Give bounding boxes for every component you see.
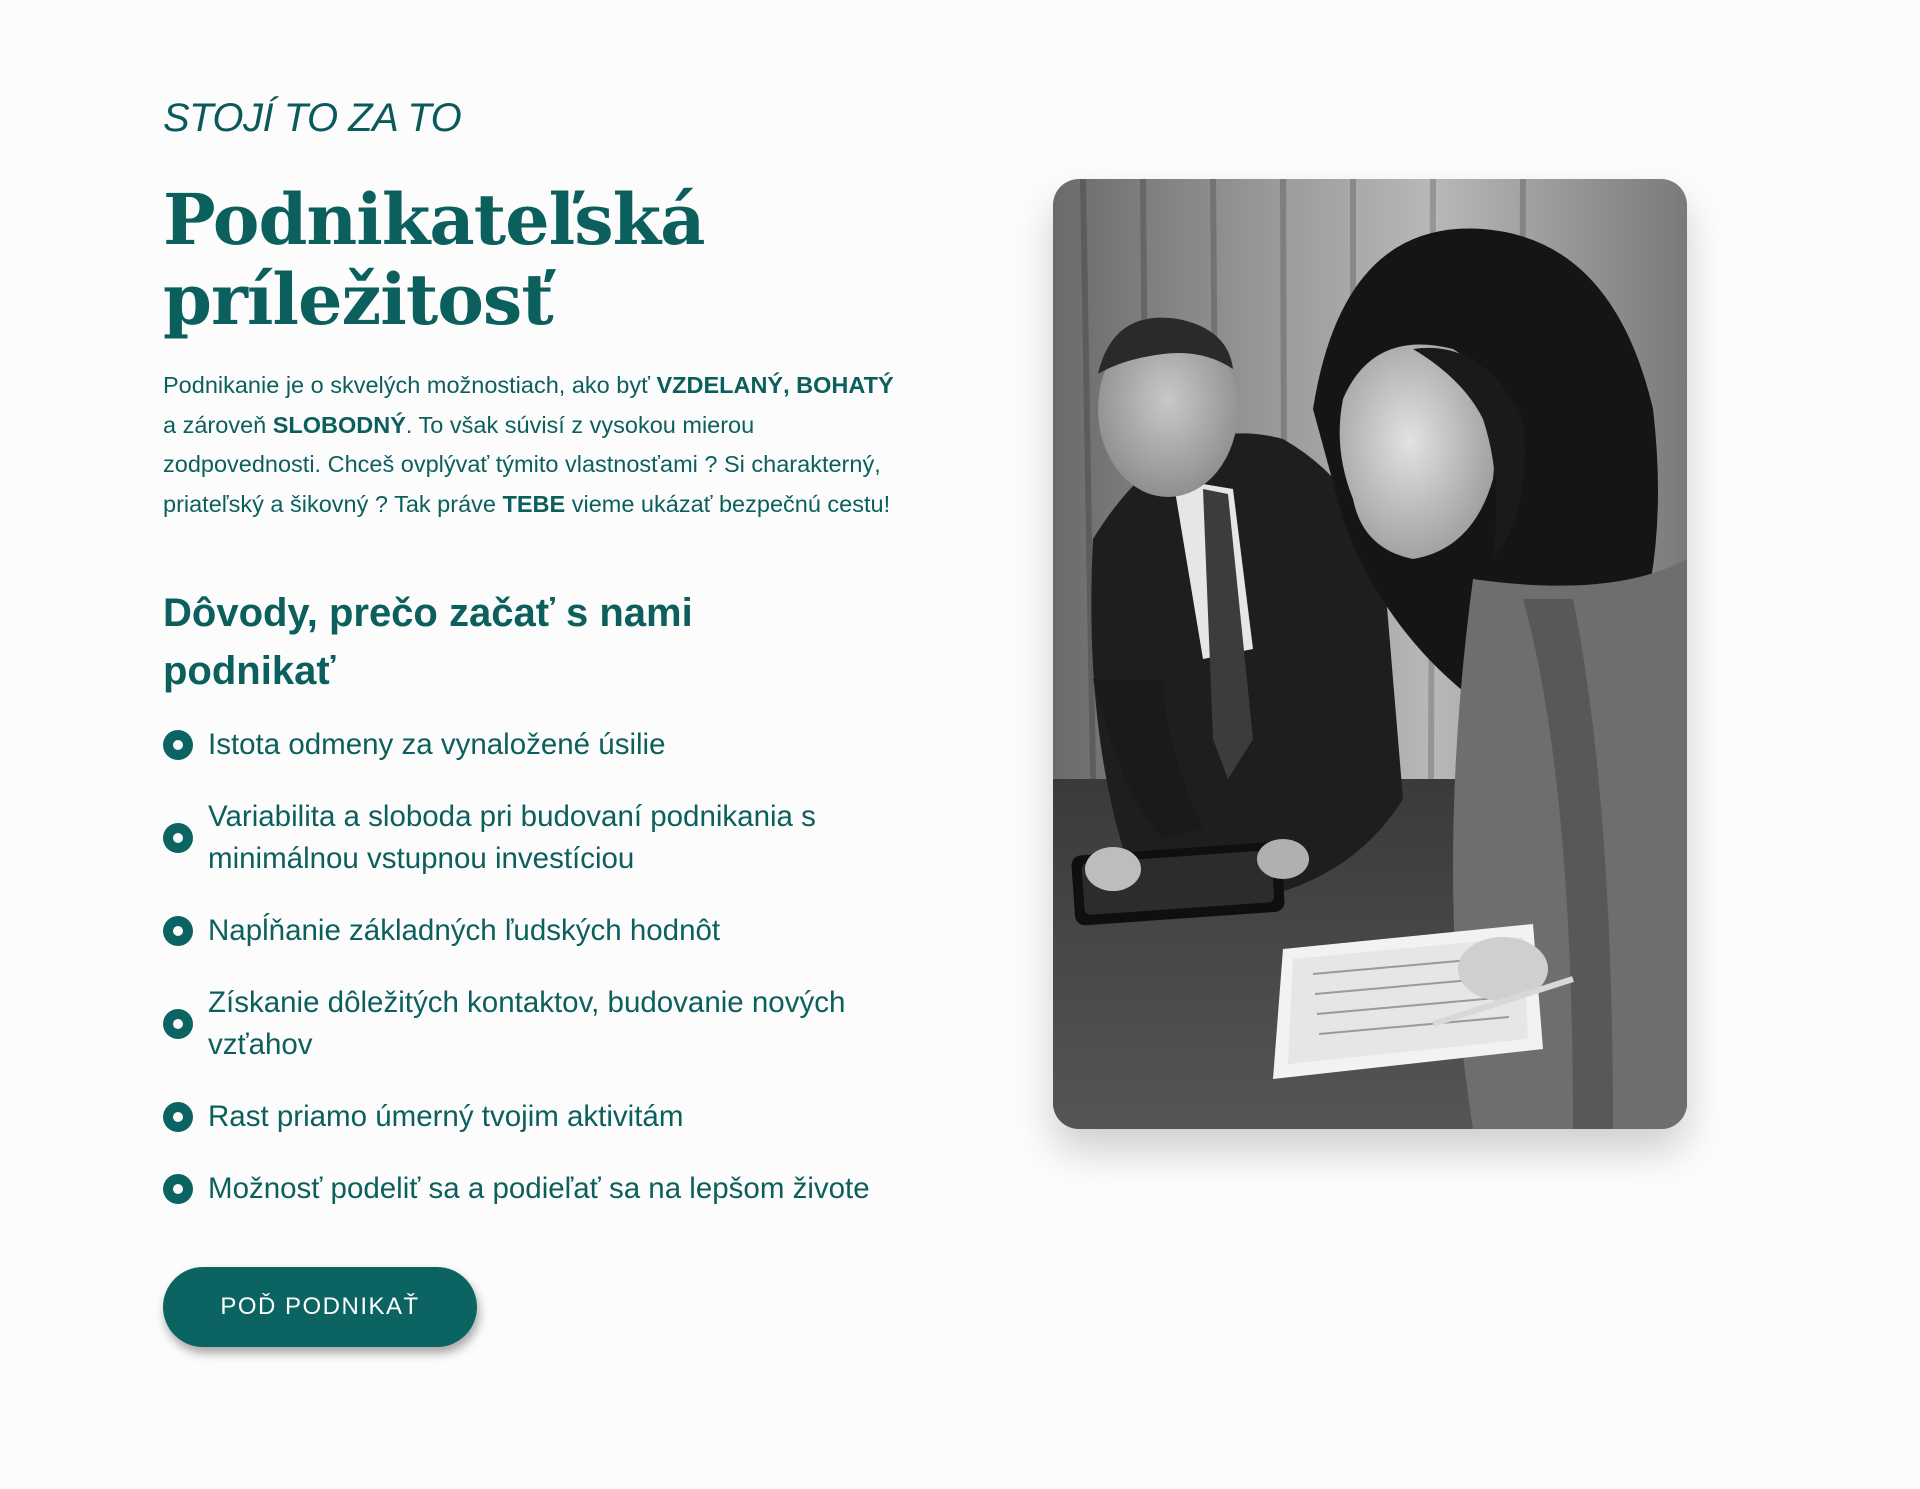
start-business-button[interactable]: POĎ PODNIKAŤ <box>163 1267 477 1347</box>
intro-bold-1: VZDELANÝ, BOHATÝ <box>656 372 894 398</box>
reasons-heading: Dôvody, prečo začať s nami podnikať <box>163 591 693 693</box>
content-column <box>163 90 903 1347</box>
title-line-2: príležitosť <box>163 258 553 341</box>
bullet-circle-icon <box>163 1009 193 1039</box>
intro-text-1: Podnikanie je o skvelých možnostiach, ako byť <box>163 372 657 398</box>
list-item <box>163 1168 903 1210</box>
list-item <box>163 1096 903 1138</box>
list-item <box>163 796 903 880</box>
bullet-circle-icon <box>163 916 193 946</box>
reason-text: Rast priamo úmerný tvojim aktivitám <box>208 1100 684 1133</box>
reason-text: Variabilita a sloboda pri budovaní podnikania s minimálnou vstupnou investíciou <box>208 800 816 875</box>
reasons-list <box>163 724 903 1210</box>
intro-text-4: vieme ukázať bezpečnú cestu! <box>565 490 891 517</box>
bullet-circle-icon <box>163 1102 193 1132</box>
page-title <box>163 180 903 340</box>
reason-text: Možnosť podeliť sa a podieľať sa na lepšom živote <box>208 1172 870 1205</box>
intro-bold-3: TEBE <box>502 490 566 517</box>
intro-paragraph <box>163 366 903 524</box>
list-item <box>163 982 903 1066</box>
intro-text-3: . To však súvisí z vysokou mierou zodpovednosti. Chceš ovplývať týmito vlastnosťami ? Si charakterný, priateľský a šikovný ? Tak práve <box>163 411 881 517</box>
reason-text: Získanie dôležitých kontaktov, budovanie nových vzťahov <box>208 986 846 1061</box>
intro-text-2: a zároveň <box>163 411 273 438</box>
reason-text: Napĺňanie základných ľudských hodnôt <box>208 914 721 947</box>
bullet-circle-icon <box>163 1174 193 1204</box>
bullet-circle-icon <box>163 730 193 760</box>
business-meeting-photo <box>1053 179 1687 1129</box>
list-item <box>163 910 903 952</box>
reason-text: Istota odmeny za vynaložené úsilie <box>208 728 666 761</box>
eyebrow-label: STOJÍ TO ZA TO <box>163 96 462 140</box>
list-item <box>163 724 903 766</box>
bullet-circle-icon <box>163 823 193 853</box>
title-line-1: Podnikateľská <box>163 178 705 261</box>
intro-bold-2: SLOBODNÝ <box>272 411 406 438</box>
